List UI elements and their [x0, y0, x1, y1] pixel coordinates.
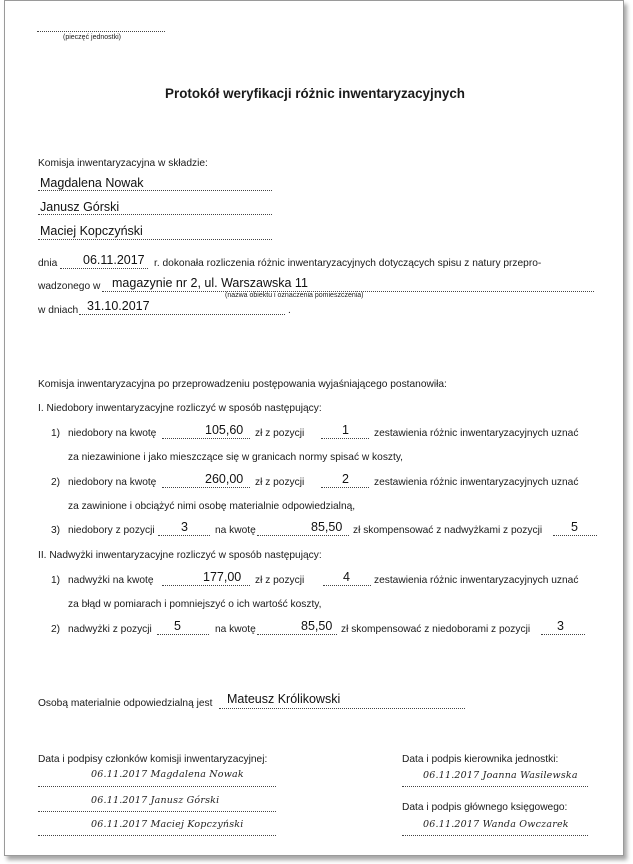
s1-item3-num: 3) [51, 525, 61, 536]
s1-item2-text-a: niedobory na kwotę [68, 477, 157, 488]
s2-item2-amount-line [257, 634, 337, 635]
manager-signature-label: Data i podpis kierownika jednostki: [402, 754, 559, 765]
commission-signature-2-line [38, 811, 276, 812]
commission-signature-3-line [38, 835, 276, 836]
s1-item3-amount-line [257, 535, 349, 536]
accountant-signature: 06.11.2017 Wanda Owczarek [423, 819, 569, 830]
accountant-signature-label: Data i podpis głównego księgowego: [402, 802, 568, 813]
commission-signature-2: 06.11.2017 Janusz Górski [91, 795, 220, 806]
s2-item1-position: 4 [343, 570, 350, 584]
s1-item2-text-b: zł z pozycji [255, 477, 305, 488]
commission-signatures-label: Data i podpisy członków komisji inwentaryzacyjnej: [38, 754, 268, 765]
s2-item2-amount: 85,50 [301, 619, 333, 633]
s1-item1-amount-line [162, 438, 250, 439]
s1-item3-position: 3 [181, 520, 188, 534]
s1-item3-text-b: na kwotę [215, 525, 256, 536]
s2-item1-text-b: zł z pozycji [255, 575, 305, 586]
s1-item1-position-line [321, 438, 369, 439]
s1-item2-line2: za zawinione i obciążyć nimi osobę materialnie odpowiedzialną, [68, 501, 356, 512]
s2-item2-num: 2) [51, 624, 61, 635]
s1-item2-text-c: zestawienia różnic inwentaryzacyjnych uznać [374, 477, 579, 488]
s2-item2-position2: 3 [557, 619, 564, 633]
s2-item1-amount: 177,00 [203, 570, 242, 584]
decision-intro: Komisja inwentaryzacyjna po przeprowadzeniu postępowania wyjaśniającego postanowiła: [38, 379, 447, 390]
s1-item2-num: 2) [51, 477, 61, 488]
period-line [79, 314, 285, 315]
s1-item3-text-a: niedobory z pozycji [68, 525, 155, 536]
s1-item3-position2-line [553, 535, 597, 536]
member-3-line [38, 239, 272, 240]
commission-member-1: Magdalena Nowak [40, 176, 144, 190]
member-1-line [38, 190, 272, 191]
commission-intro: Komisja inwentaryzacyjna w składzie: [38, 158, 208, 169]
commission-signature-1-line [38, 786, 276, 787]
document-title: Protokół weryfikacji różnic inwentaryzacyjnych [165, 86, 465, 101]
settlement-location: magazynie nr 2, ul. Warszawska 11 [112, 276, 308, 290]
section-2-heading: II. Nadwyżki inwentaryzacyjne rozliczyć w sposób następujący: [38, 550, 322, 561]
s1-item2-position: 2 [342, 472, 349, 486]
location-prefix: wadzonego w [38, 281, 101, 292]
responsible-label: Osobą materialnie odpowiedzialną jest [38, 698, 213, 709]
s1-item1-line2: za niezawinione i jako mieszczące się w granicach normy spisać w koszty, [68, 452, 403, 463]
s1-item3-amount: 85,50 [311, 520, 343, 534]
stamp-label: (pieczęć jednostki) [63, 34, 121, 41]
s2-item2-text-a: nadwyżki z pozycji [68, 624, 152, 635]
inventory-period: 31.10.2017 [87, 299, 150, 313]
s1-item2-position-line [321, 487, 369, 488]
commission-signature-1: 06.11.2017 Magdalena Nowak [91, 769, 244, 780]
date-line [60, 268, 148, 269]
s2-item2-position: 5 [174, 619, 181, 633]
s2-item2-text-c: zł skompensować z niedoborami z pozycji [341, 624, 531, 635]
s2-item1-position-line [323, 585, 371, 586]
commission-member-2: Janusz Górski [40, 200, 120, 214]
s1-item3-position-line [158, 535, 210, 536]
section-1-heading: I. Niedobory inwentaryzacyjne rozliczyć w sposób następujący: [38, 403, 322, 414]
commission-member-3: Maciej Kopczyński [40, 224, 143, 238]
s2-item2-text-b: na kwotę [215, 624, 256, 635]
s1-item1-amount: 105,60 [205, 423, 244, 437]
s1-item1-text-c: zestawienia różnic inwentaryzacyjnych uznać [374, 428, 579, 439]
s2-item2-position-line [157, 634, 209, 635]
stamp-dotted-line [37, 31, 165, 32]
s1-item1-position: 1 [342, 423, 349, 437]
period-end: . [288, 305, 291, 316]
s1-item3-position2: 5 [571, 520, 578, 534]
period-prefix: w dniach [38, 305, 79, 316]
accountant-signature-line [402, 835, 588, 836]
document-page [4, 0, 624, 856]
member-2-line [38, 214, 272, 215]
s2-item2-position2-line [541, 634, 585, 635]
s2-item1-text-a: nadwyżki na kwotę [68, 575, 154, 586]
s1-item2-amount: 260,00 [205, 472, 244, 486]
s1-item3-text-c: zł skompensować z nadwyżkami z pozycji [353, 525, 543, 536]
day-prefix: dnia [38, 258, 58, 269]
manager-signature: 06.11.2017 Joanna Wasilewska [423, 770, 578, 781]
s2-item1-num: 1) [51, 575, 61, 586]
s1-item1-text-b: zł z pozycji [255, 428, 305, 439]
s1-item1-num: 1) [51, 428, 61, 439]
settlement-text: r. dokonała rozliczenia różnic inwentaryzacyjnych dotyczących spisu z natury przepro- [154, 258, 542, 269]
responsible-name: Mateusz Królikowski [227, 692, 341, 706]
location-caption: (nazwa obiektu i oznaczenia pomieszczenia) [225, 292, 364, 299]
s2-item1-amount-line [162, 585, 250, 586]
s2-item1-line2: za błąd w pomiarach i pomniejszyć o ich wartość koszty, [68, 599, 322, 610]
manager-signature-line [402, 786, 588, 787]
settlement-date: 06.11.2017 [83, 253, 145, 267]
s1-item2-amount-line [162, 487, 250, 488]
commission-signature-3: 06.11.2017 Maciej Kopczyński [91, 819, 244, 830]
s2-item1-text-c: zestawienia różnic inwentaryzacyjnych uznać [374, 575, 579, 586]
responsible-line [219, 708, 465, 709]
s1-item1-text-a: niedobory na kwotę [68, 428, 157, 439]
